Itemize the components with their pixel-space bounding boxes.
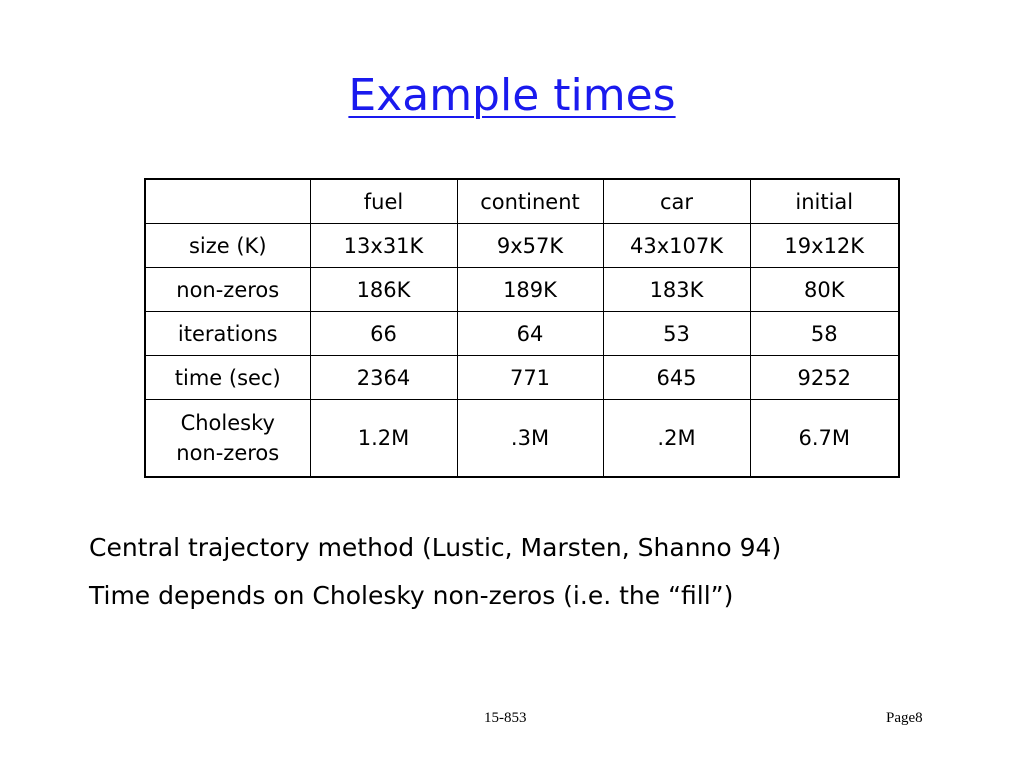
table-header-cell — [145, 179, 310, 224]
table-header-cell: car — [603, 179, 750, 224]
table-cell: 43x107K — [603, 224, 750, 268]
bullet-item: Time depends on Cholesky non-zeros (i.e. the “fill”) — [89, 581, 734, 610]
table-cell: 2364 — [310, 356, 457, 400]
table-cell: 1.2M — [310, 400, 457, 478]
table-header-cell: initial — [750, 179, 899, 224]
row-label: time (sec) — [145, 356, 310, 400]
table-cell: .2M — [603, 400, 750, 478]
table-cell: 9x57K — [457, 224, 603, 268]
bullet-list — [89, 524, 1009, 620]
table-header-row — [145, 179, 899, 224]
table-row — [145, 312, 899, 356]
table-cell: 13x31K — [310, 224, 457, 268]
row-label: size (K) — [145, 224, 310, 268]
row-label: non-zeros — [145, 268, 310, 312]
table-cell: 771 — [457, 356, 603, 400]
bullet-item: Central trajectory method (Lustic, Marsten, Shanno 94) — [89, 533, 782, 562]
table-cell: 186K — [310, 268, 457, 312]
example-times-table — [144, 178, 900, 478]
table-cell: 80K — [750, 268, 899, 312]
row-label-line: non-zeros — [176, 441, 280, 465]
table-cell: 64 — [457, 312, 603, 356]
table-cell: 183K — [603, 268, 750, 312]
table-cell: 6.7M — [750, 400, 899, 478]
footer-page-number: Page8 — [886, 710, 923, 726]
table-header-cell: fuel — [310, 179, 457, 224]
table-row — [145, 224, 899, 268]
footer-course: 15-853 — [484, 710, 527, 726]
table-cell: 58 — [750, 312, 899, 356]
row-label-line: Cholesky — [180, 411, 275, 435]
table-cell: 189K — [457, 268, 603, 312]
row-label: iterations — [145, 312, 310, 356]
table-cell: 66 — [310, 312, 457, 356]
table-cell: 19x12K — [750, 224, 899, 268]
table-cell: 9252 — [750, 356, 899, 400]
table-header-cell: continent — [457, 179, 603, 224]
slide-title: Example times — [348, 70, 676, 121]
table-row — [145, 356, 899, 400]
row-label — [145, 400, 310, 478]
table-cell: 645 — [603, 356, 750, 400]
table-row — [145, 400, 899, 478]
table-cell: .3M — [457, 400, 603, 478]
table-cell: 53 — [603, 312, 750, 356]
table-row — [145, 268, 899, 312]
